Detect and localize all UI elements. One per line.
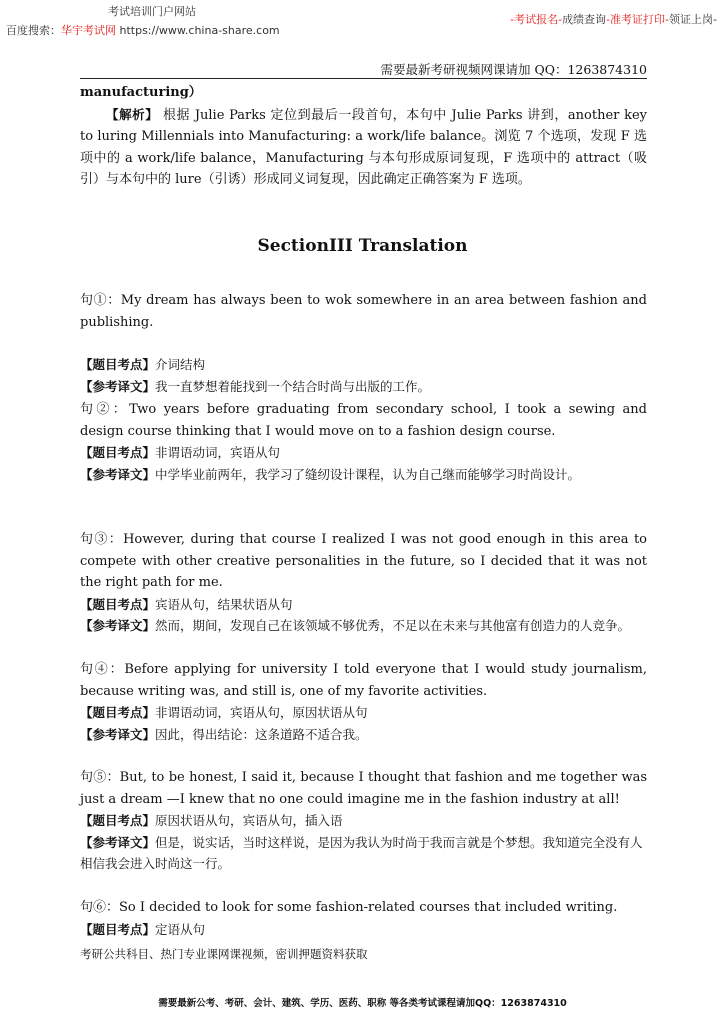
site-url[interactable]: https://www.china-share.com <box>119 24 280 37</box>
link-score-query[interactable]: 成绩查询 <box>562 13 607 26</box>
sentence-text: 句①：My dream has always been to wok somewhere in an area between fashion and publishing. <box>80 293 647 330</box>
sentence-text: 句⑥：So I decided to look for some fashion-related courses that included writing. <box>80 900 618 915</box>
test-point <box>80 702 647 724</box>
search-prefix: 百度搜索： <box>6 24 61 37</box>
sentence-block-6 <box>80 897 647 940</box>
test-point <box>80 594 647 616</box>
reference-translation <box>80 464 647 486</box>
translation-value: 因此，得出结论：这条道路不适合我。 <box>155 726 368 742</box>
search-hint <box>6 22 280 38</box>
test-point <box>80 354 647 376</box>
test-point-value: 宾语从句，结果状语从句 <box>155 596 293 612</box>
link-admission-ticket[interactable]: -准考证打印- <box>606 13 670 26</box>
header-divider <box>80 78 647 79</box>
test-point-label: 【题目考点】 <box>80 813 156 828</box>
test-point-value: 非谓语动词，宾语从句 <box>155 445 281 460</box>
translation-label: 【参考译文】 <box>80 726 156 742</box>
footer-contact: 需要最新公考、考研、会计、建筑、学历、医药、职称 等各类考试课程请加QQ：1263874310 <box>158 998 567 1009</box>
translation-label: 【参考译文】 <box>80 466 156 482</box>
link-exam-registration[interactable]: -考试报名- <box>510 13 563 26</box>
test-point-label: 【题目考点】 <box>80 596 156 612</box>
reference-translation <box>80 724 647 746</box>
header-links <box>510 11 717 27</box>
translation-value: 但是，说实话，当时这样说，是因为我认为时尚于我而言就是个梦想。我知道完全没有人相信我会进入时尚这一行。 <box>80 834 643 871</box>
test-point <box>80 810 647 832</box>
test-point-value: 原因状语从句，宾语从句，插入语 <box>155 813 343 828</box>
translation-value: 然而，期间，发现自己在该领域不够优秀，不足以在未来与其他富有创造力的人竞争。 <box>155 618 631 633</box>
test-point-value: 定语从句 <box>155 921 206 937</box>
test-point-label: 【题目考点】 <box>80 445 156 460</box>
carry-over-text: manufacturing） <box>80 85 202 100</box>
translation-label: 【参考译文】 <box>80 618 156 633</box>
sentence-block-3 <box>80 529 647 637</box>
analysis-text: 根据 Julie Parks 定位到最后一段首句，本句中 Julie Parks 讲到，another key to luring Millennials into Manufacturing: a work/life balance。浏览 7 个选项，发现 F 选项中的 a work/life balance，Manufacturing 与本句形成原词复现，F 选项中的 attract（吸引）与本句中的 lure（引诱）形成同义词复现，因此确定正确答案为 F 选项。 <box>80 107 647 187</box>
test-point-value: 非谓语动词，宾语从句，原因状语从句 <box>155 705 368 720</box>
brand-name[interactable]: 华宇考试网 <box>61 24 116 37</box>
sentence-block-4 <box>80 659 647 745</box>
translation-value: 我一直梦想着能找到一个结合时尚与出版的工作。 <box>155 378 431 394</box>
intro-block <box>80 82 647 191</box>
footer-promo: 考研公共科目、热门专业课网课视频，密训押题资料获取 <box>80 947 368 961</box>
sentence-text: 句⑤：But, to be honest, I said it, because I thought that fashion and me together was just a dream —I knew that no one could imagine me in the fashion industry at all! <box>80 770 647 807</box>
test-point-label: 【题目考点】 <box>80 921 156 937</box>
translation-label: 【参考译文】 <box>80 834 156 850</box>
sentence-text: 句③：However, during that course I realized I was not good enough in this area to compete with other creative personalities in the future, so I decided that it was not the right path for me. <box>80 532 647 590</box>
sentence-text: 句④：Before applying for university I told everyone that I would study journalism, because writing was, and still is, one of my favorite activities. <box>80 662 647 699</box>
site-title: 考试培训门户网站 <box>108 5 196 18</box>
sentence-block-5 <box>80 767 647 875</box>
sentence-text: 句②：Two years before graduating from secondary school, I took a sewing and design course thinking that I would move on to a fashion design course. <box>80 402 647 439</box>
test-point-label: 【题目考点】 <box>80 357 156 372</box>
sentence-block-2 <box>80 399 647 485</box>
test-point <box>80 442 647 464</box>
reference-translation <box>80 376 647 398</box>
analysis-label: 【解析】 <box>106 106 159 122</box>
section-title: SectionIII Translation <box>257 236 468 256</box>
test-point <box>80 919 647 941</box>
reference-translation <box>80 832 647 875</box>
translation-value: 中学毕业前两年，我学习了缝纫设计课程，认为自己继而能够学习时尚设计。 <box>155 466 581 482</box>
qq-notice: 需要最新考研视频网课请加 QQ：1263874310 <box>380 62 647 77</box>
reference-translation <box>80 615 647 637</box>
sentence-block-1 <box>80 290 647 397</box>
test-point-value: 介词结构 <box>155 357 206 372</box>
test-point-label: 【题目考点】 <box>80 705 156 720</box>
link-certificate[interactable]: 领证上岗- <box>669 13 717 26</box>
translation-label: 【参考译文】 <box>80 378 156 394</box>
analysis-paragraph <box>80 104 647 191</box>
